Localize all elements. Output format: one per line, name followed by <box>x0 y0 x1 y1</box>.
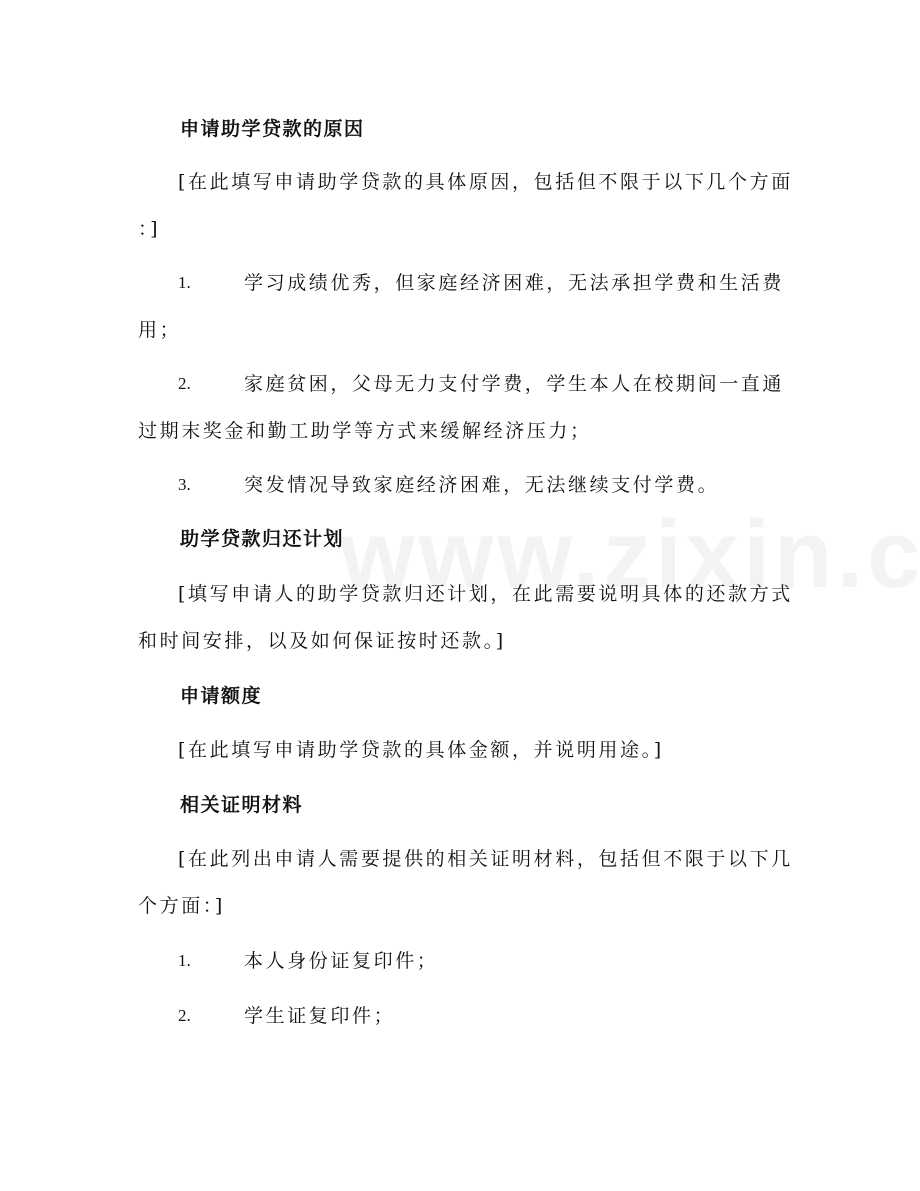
reason-intro-line2: ：] <box>138 218 161 240</box>
list-item-number: 1. <box>178 273 191 292</box>
list-item-text-cont: 用； <box>138 319 182 341</box>
repayment-body-line2: 和时间安排，以及如何保证按时还款。] <box>138 630 506 652</box>
list-item-number: 2. <box>178 1006 191 1025</box>
reason-intro-line1: [在此填写申请助学贷款的具体原因，包括但不限于以下几个方面 <box>178 171 793 193</box>
list-item-number: 2. <box>178 374 191 393</box>
amount-body-line1: [在此填写申请助学贷款的具体金额，并说明用途。] <box>178 739 664 761</box>
list-item-text: 突发情况导致家庭经济困难，无法继续支付学费。 <box>244 474 720 496</box>
list-item-text: 学习成绩优秀，但家庭经济困难，无法承担学费和生活费 <box>244 272 785 294</box>
list-item-text: 学生证复印件； <box>244 1005 396 1027</box>
list-item-text: 家庭贫困，父母无力支付学费，学生本人在校期间一直通 <box>244 373 785 395</box>
section-heading-materials: 相关证明材料 <box>180 794 304 816</box>
section-heading-amount: 申请额度 <box>180 685 263 707</box>
list-item-text-cont: 过期末奖金和勤工助学等方式来缓解经济压力； <box>138 420 592 442</box>
list-item-text: 本人身份证复印件； <box>244 950 439 972</box>
repayment-body-line1: [填写申请人的助学贷款归还计划，在此需要说明具体的还款方式 <box>178 583 793 605</box>
section-heading-reason: 申请助学贷款的原因 <box>180 118 365 140</box>
section-heading-repayment: 助学贷款归还计划 <box>180 528 345 550</box>
materials-intro-line2: 个方面：] <box>138 895 225 917</box>
materials-intro-line1: [在此列出申请人需要提供的相关证明材料，包括但不限于以下几 <box>178 848 793 870</box>
list-item-number: 1. <box>178 951 191 970</box>
list-item-number: 3. <box>178 475 191 494</box>
